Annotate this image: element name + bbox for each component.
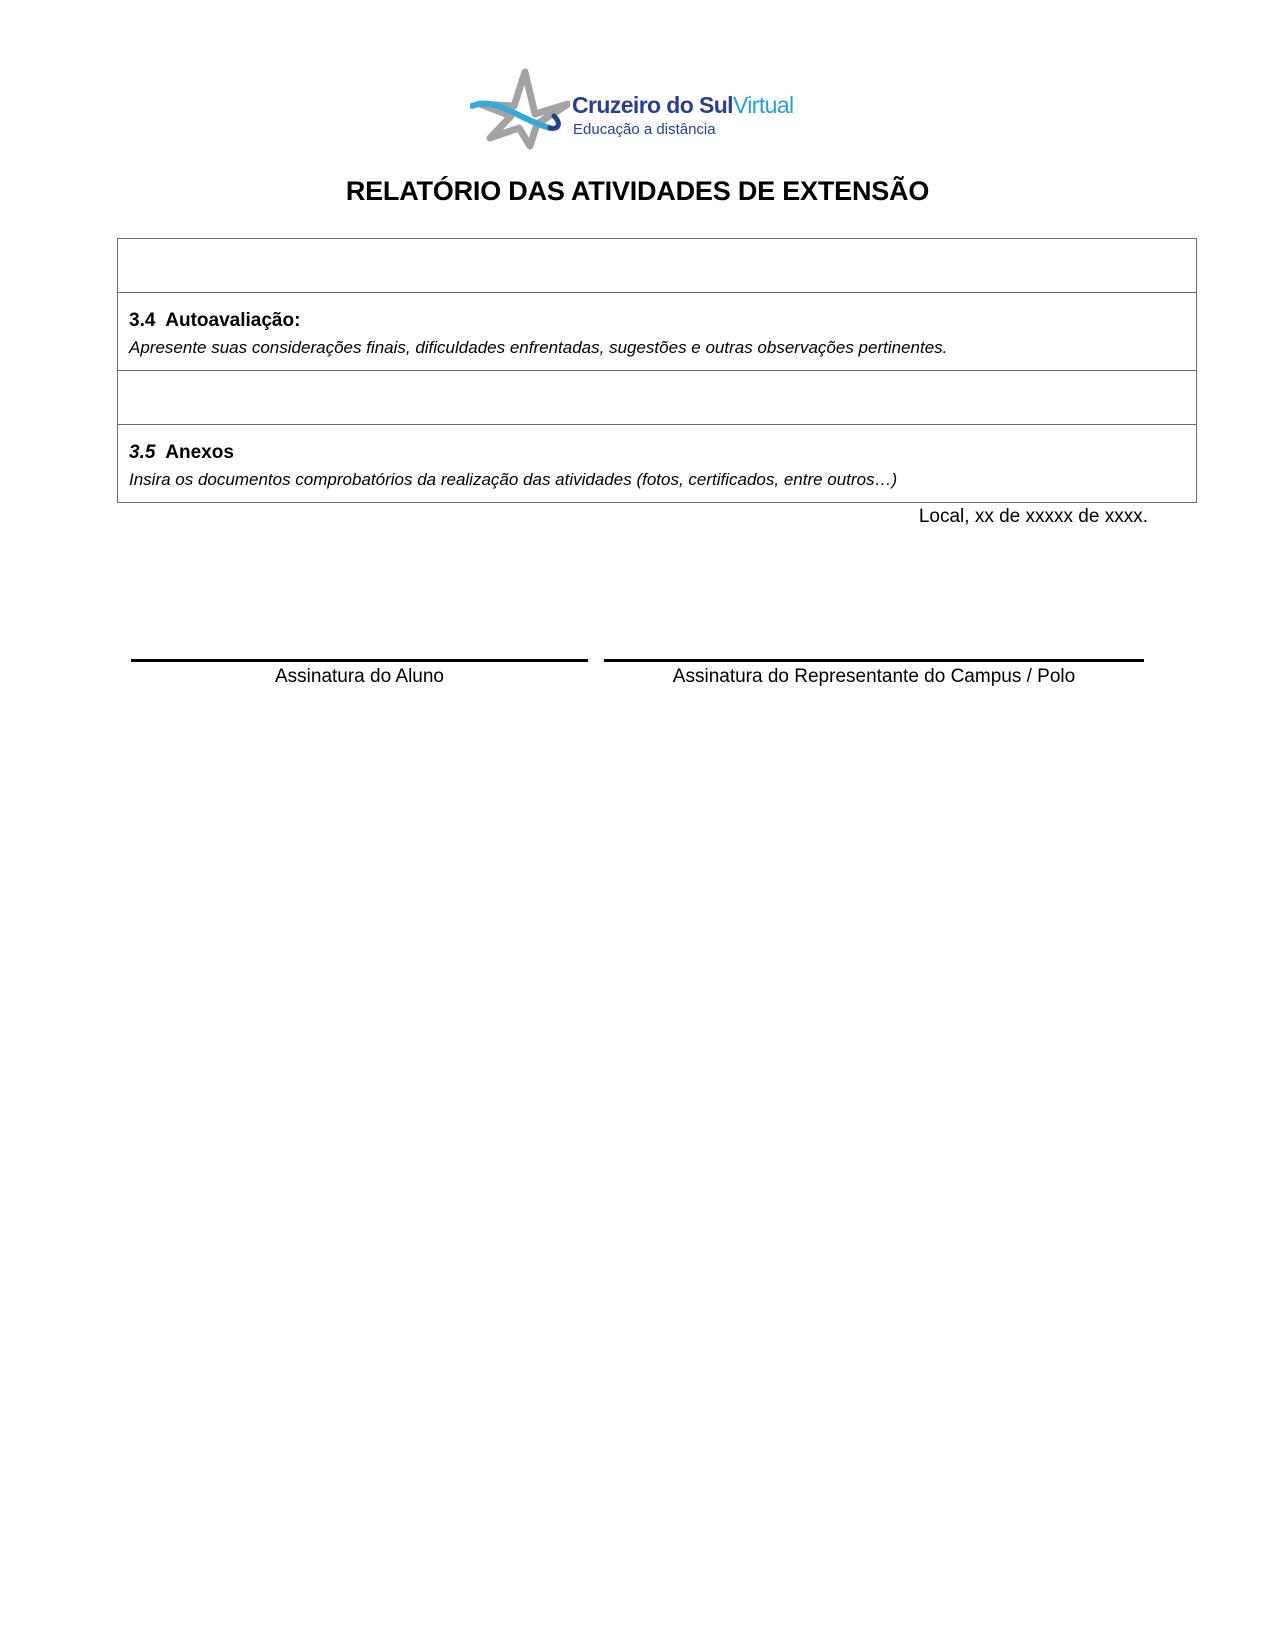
report-table [117,238,1197,503]
student-signature-label: Assinatura do Aluno [274,666,444,687]
document-title: RELATÓRIO DAS ATIVIDADES DE EXTENSÃO [345,176,930,206]
empty-answer-cell[interactable] [118,371,1197,425]
logo [470,68,810,152]
representative-signature-label: Assinatura do Representante do Campus / Polo [672,666,1076,687]
table-row [118,425,1197,503]
section-description: Insira os documentos comprobatórios da realização das atividades (fotos, certificados, entre outros…) [129,470,898,489]
brand-name-main: Cruzeiro do Sul [572,92,733,118]
brand-name [572,92,794,119]
student-signature-line [131,659,588,662]
table-row [118,293,1197,371]
section-title: Autoavaliação: [165,310,301,331]
section-description: Apresente suas considerações finais, dificuldades enfrentadas, sugestões e outras observações pertinentes. [129,338,948,357]
star-swoosh-logo-icon [470,68,570,152]
brand-name-accent: Virtual [732,92,794,118]
section-number: 3.5 [129,442,156,463]
section-heading [129,310,1185,332]
section-number: 3.4 [129,310,156,331]
representative-signature-line [604,659,1144,662]
brand-tagline: Educação a distância [573,121,716,138]
table-row [118,239,1197,293]
section-heading [129,442,1185,464]
empty-answer-cell[interactable] [118,239,1197,293]
section-title: Anexos [165,442,234,463]
section-cell-self-assessment [118,293,1197,371]
section-cell-annexes [118,425,1197,503]
table-row [118,371,1197,425]
place-date: Local, xx de xxxxx de xxxx. [918,506,1148,527]
